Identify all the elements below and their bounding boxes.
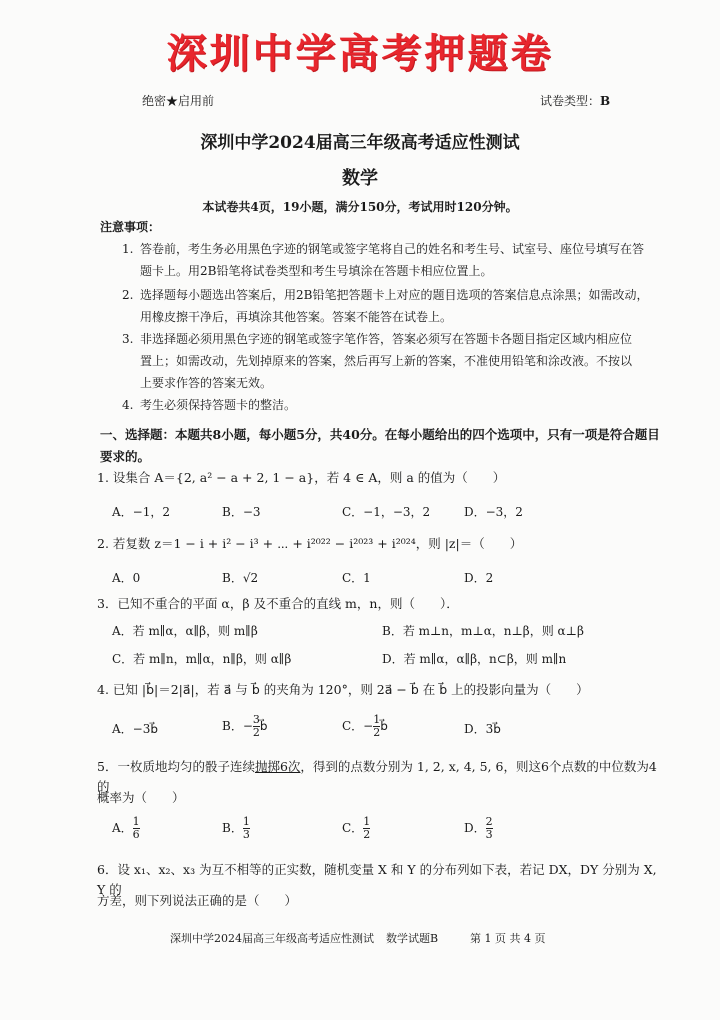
option-b: B．−3 (222, 505, 261, 519)
question-1-options (112, 503, 672, 525)
numerator: 3 (252, 713, 260, 726)
option-b: B．√2 (222, 571, 259, 585)
exam-title: 深圳中学2024届高三年级高考适应性测试 (200, 133, 520, 153)
question-2-options (112, 569, 672, 591)
note-number: 2. (122, 288, 134, 302)
option-d: D．−3，2 (464, 505, 523, 519)
numerator: 1 (373, 713, 381, 726)
denominator: 2 (373, 726, 381, 739)
option-a (112, 816, 140, 841)
option-b (222, 816, 250, 841)
denominator: 2 (363, 828, 371, 841)
note-text: 置上；如需改动，先划掉原来的答案，然后再写上新的答案，不准使用铅笔和涂改液。不按以 (140, 354, 633, 368)
option-prefix: A． (112, 821, 133, 835)
option-prefix: B． (222, 821, 243, 835)
option-b-suffix: b⃗ (259, 719, 268, 733)
option-prefix: D． (464, 821, 486, 835)
option-d: D．若 m∥α，α∥β，n⊂β，则 m∥n (382, 652, 567, 666)
numerator: 1 (132, 815, 140, 828)
option-d: D．3b⃗ (464, 722, 501, 736)
option-c-prefix: C．− (342, 719, 374, 733)
note-number: 4. (122, 398, 134, 412)
note-text: 用橡皮擦干净后，再填涂其他答案。答案不能答在试卷上。 (140, 310, 453, 324)
question-3-stem: 3．已知不重合的平面 α，β 及不重合的直线 m，n，则（ ）． (97, 596, 459, 611)
subject-title: 数学 (342, 168, 378, 189)
stem-text: 5．一枚质地均匀的骰子连续 (97, 759, 255, 774)
option-c: C．若 m∥n，m∥α，n∥β，则 α∥β (112, 652, 292, 666)
option-c (342, 816, 370, 841)
option-c (342, 714, 388, 739)
paper-type-value: B (600, 94, 611, 108)
question-2-stem: 2. 若复数 z＝1 − i + i² − i³ + ⋯ + i²⁰²² − i²⁰²³ + i²⁰²⁴，则 |z|＝（ ） (97, 536, 523, 551)
footer-school: 深圳中学2024届高三年级高考适应性测试 (170, 932, 374, 945)
banner-title: 深圳中学高考押题卷 (166, 31, 554, 77)
option-b: B．若 m⊥n，m⊥α，n⊥β，则 α⊥β (382, 624, 584, 638)
question-5-stem-line2: 概率为（ ） (97, 790, 185, 805)
question-1-stem: 1. 设集合 A＝{2, a² − a + 2, 1 − a}，若 4 ∈ A，则 a 的值为（ ） (97, 470, 506, 485)
option-prefix: C． (342, 821, 364, 835)
option-a: A．−3b⃗ (112, 722, 158, 736)
fraction (133, 816, 140, 841)
paper-type-label: 试卷类型： (540, 94, 601, 108)
confidential-label: 绝密★启用前 (142, 94, 215, 108)
option-d (464, 816, 493, 841)
option-a: A．若 m∥α，α∥β，则 m∥β (112, 624, 258, 638)
option-a: A．−1，2 (112, 505, 170, 519)
note-text: 考生必须保持答题卡的整洁。 (140, 398, 297, 412)
question-4-options (112, 714, 672, 748)
fraction (486, 816, 493, 841)
numerator: 1 (242, 815, 250, 828)
question-6-stem: 6．设 x₁、x₂、x₃ 为互不相等的正实数，随机变量 X 和 Y 的分布列如下表，若记 DX，DY 分别为 X, Y 的 (97, 862, 657, 897)
note-1 (122, 238, 662, 282)
exam-info: 本试卷共4页，19小题，满分150分，考试用时120分钟。 (202, 200, 518, 214)
section-heading: 一、选择题：本题共8小题，每小题5分，共40分。在每小题给出的四个选项中，只有一项是符合题目要求的。 (100, 427, 660, 464)
note-text: 上要求作答的答案无效。 (140, 376, 273, 390)
fraction (243, 816, 250, 841)
question-3-options-row2 (112, 650, 672, 672)
note-2 (122, 284, 662, 328)
note-3 (122, 328, 662, 394)
fraction (363, 816, 370, 841)
question-4-stem: 4. 已知 |b⃗|＝2|a⃗|，若 a⃗ 与 b⃗ 的夹角为 120°，则 2a⃗ − b⃗ 在 b⃗ 上的投影向量为（ ） (97, 682, 589, 697)
note-number: 3. (122, 332, 134, 346)
option-c: C．−1，−3，2 (342, 505, 431, 519)
note-4 (122, 394, 662, 416)
denominator: 6 (132, 828, 140, 841)
question-6-stem-line2: 方差，则下列说法正确的是（ ） (97, 893, 298, 908)
option-c: C．1 (342, 571, 371, 585)
paper-type (540, 92, 610, 109)
option-a: A．0 (112, 571, 141, 585)
note-text: 非选择题必须用黑色字迹的钢笔或签字笔作答，答案必须写在答题卡各题目指定区域内相应位 (140, 332, 633, 346)
footer-paper: 数学试题B (386, 932, 439, 945)
footer-page: 第 1 页 共 4 页 (470, 932, 546, 945)
question-5-options (112, 816, 672, 850)
note-number: 1. (122, 242, 134, 256)
note-text: 答卷前，考生务必用黑色字迹的钢笔或签字笔将自己的姓名和考生号、试室号、座位号填写在答 (140, 242, 645, 256)
stem-underlined: 抛掷6次 (254, 759, 301, 774)
question-3-options-row1 (112, 622, 672, 644)
note-text: 题卡上。用2B铅笔将试卷类型和考生号填涂在答题卡相应位置上。 (140, 264, 493, 278)
stem-text: ，得到的点数分别为 1, 2, x, 4, 5, 6，则这6个点数的中位数为4的 (97, 759, 657, 794)
option-b-prefix: B．− (222, 719, 253, 733)
denominator: 3 (242, 828, 250, 841)
notes-heading: 注意事项： (100, 220, 161, 234)
option-b (222, 714, 268, 739)
note-text: 选择题每小题选出答案后，用2B铅笔把答题卡上对应的题目选项的答案信息点涂黑；如需改动， (140, 288, 649, 302)
fraction (253, 714, 260, 739)
denominator: 2 (252, 726, 260, 739)
numerator: 1 (363, 815, 371, 828)
option-c-suffix: b⃗ (380, 719, 388, 733)
option-d: D．2 (464, 571, 494, 585)
numerator: 2 (485, 815, 493, 828)
denominator: 3 (485, 828, 493, 841)
